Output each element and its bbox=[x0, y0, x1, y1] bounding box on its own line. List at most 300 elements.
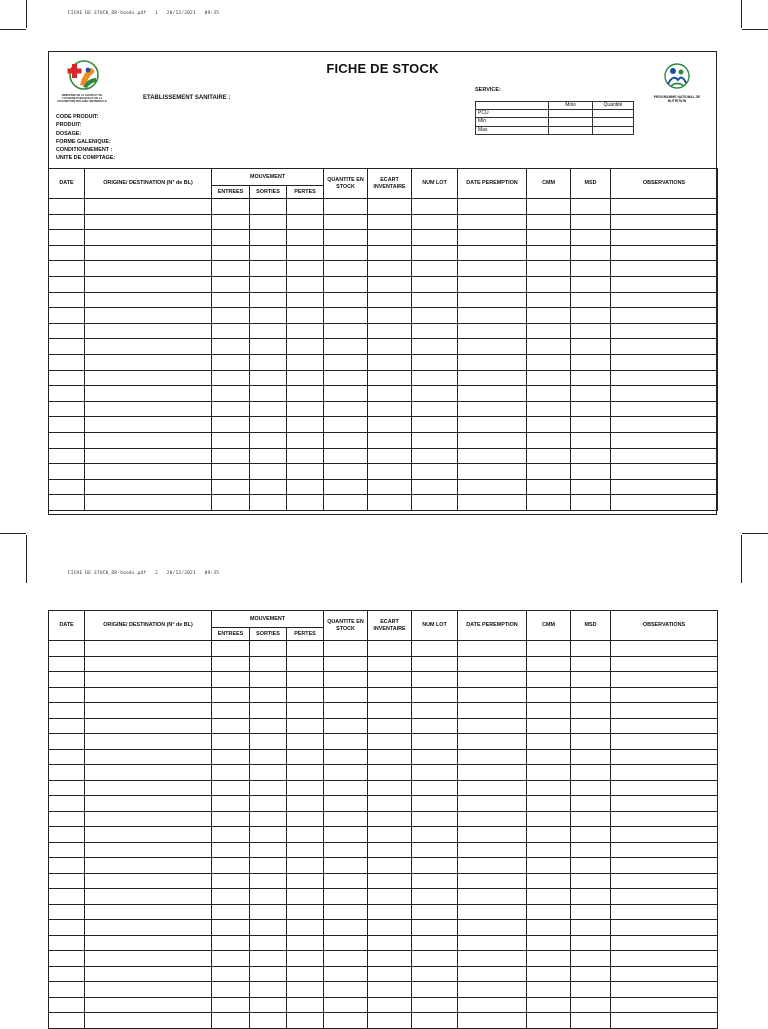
table-cell[interactable] bbox=[571, 780, 611, 796]
table-cell[interactable] bbox=[85, 858, 212, 874]
table-cell[interactable] bbox=[412, 230, 458, 246]
table-cell[interactable] bbox=[85, 935, 212, 951]
table-cell[interactable] bbox=[571, 656, 611, 672]
table-cell[interactable] bbox=[250, 935, 287, 951]
table-cell[interactable] bbox=[527, 386, 571, 402]
table-cell[interactable] bbox=[49, 276, 85, 292]
table-cell[interactable] bbox=[571, 951, 611, 967]
table-cell[interactable] bbox=[250, 780, 287, 796]
table-cell[interactable] bbox=[611, 641, 718, 657]
table-cell[interactable] bbox=[250, 464, 287, 480]
table-cell[interactable] bbox=[458, 827, 527, 843]
table-cell[interactable] bbox=[527, 734, 571, 750]
table-cell[interactable] bbox=[571, 703, 611, 719]
table-cell[interactable] bbox=[49, 982, 85, 998]
table-cell[interactable] bbox=[212, 703, 250, 719]
table-cell[interactable] bbox=[458, 641, 527, 657]
table-cell[interactable] bbox=[212, 966, 250, 982]
table-cell[interactable] bbox=[287, 765, 324, 781]
table-cell[interactable] bbox=[287, 1013, 324, 1029]
table-cell[interactable] bbox=[527, 214, 571, 230]
table-cell[interactable] bbox=[85, 718, 212, 734]
table-cell[interactable] bbox=[324, 261, 368, 277]
table-cell[interactable] bbox=[527, 656, 571, 672]
table-cell[interactable] bbox=[287, 339, 324, 355]
table-cell[interactable] bbox=[287, 935, 324, 951]
table-cell[interactable] bbox=[287, 780, 324, 796]
table-cell[interactable] bbox=[611, 997, 718, 1013]
table-cell[interactable] bbox=[287, 904, 324, 920]
table-cell[interactable] bbox=[571, 276, 611, 292]
table-cell[interactable] bbox=[368, 199, 412, 215]
table-cell[interactable] bbox=[368, 765, 412, 781]
table-cell[interactable] bbox=[324, 656, 368, 672]
table-cell[interactable] bbox=[412, 982, 458, 998]
table-cell[interactable] bbox=[324, 432, 368, 448]
table-cell[interactable] bbox=[287, 672, 324, 688]
table-cell[interactable] bbox=[287, 796, 324, 812]
table-cell[interactable] bbox=[250, 966, 287, 982]
table-cell[interactable] bbox=[611, 842, 718, 858]
table-cell[interactable] bbox=[85, 339, 212, 355]
table-cell[interactable] bbox=[324, 386, 368, 402]
table-cell[interactable] bbox=[287, 386, 324, 402]
table-cell[interactable] bbox=[571, 718, 611, 734]
table-cell[interactable] bbox=[611, 780, 718, 796]
table-cell[interactable] bbox=[571, 261, 611, 277]
table-cell[interactable] bbox=[611, 749, 718, 765]
table-cell[interactable] bbox=[412, 308, 458, 324]
table-cell[interactable] bbox=[527, 417, 571, 433]
table-cell[interactable] bbox=[49, 199, 85, 215]
table-cell[interactable] bbox=[571, 245, 611, 261]
table-cell[interactable] bbox=[324, 920, 368, 936]
table-cell[interactable] bbox=[250, 904, 287, 920]
table-cell[interactable] bbox=[250, 672, 287, 688]
table-cell[interactable] bbox=[85, 997, 212, 1013]
table-cell[interactable] bbox=[49, 873, 85, 889]
table-cell[interactable] bbox=[324, 765, 368, 781]
table-cell[interactable] bbox=[324, 718, 368, 734]
table-cell[interactable] bbox=[527, 780, 571, 796]
table-cell[interactable] bbox=[571, 827, 611, 843]
table-cell[interactable] bbox=[412, 749, 458, 765]
table-cell[interactable] bbox=[287, 811, 324, 827]
table-cell[interactable] bbox=[49, 966, 85, 982]
table-cell[interactable] bbox=[412, 718, 458, 734]
table-cell[interactable] bbox=[412, 495, 458, 511]
table-cell[interactable] bbox=[527, 997, 571, 1013]
table-cell[interactable] bbox=[571, 417, 611, 433]
table-cell[interactable] bbox=[412, 889, 458, 905]
table-cell[interactable] bbox=[571, 230, 611, 246]
table-cell[interactable] bbox=[250, 734, 287, 750]
table-cell[interactable] bbox=[527, 448, 571, 464]
table-cell[interactable] bbox=[212, 199, 250, 215]
table-cell[interactable] bbox=[571, 858, 611, 874]
table-cell[interactable] bbox=[458, 479, 527, 495]
table-cell[interactable] bbox=[287, 245, 324, 261]
table-cell[interactable] bbox=[250, 982, 287, 998]
table-cell[interactable] bbox=[85, 904, 212, 920]
table-cell[interactable] bbox=[571, 641, 611, 657]
table-cell[interactable] bbox=[527, 323, 571, 339]
table-cell[interactable] bbox=[527, 951, 571, 967]
table-cell[interactable] bbox=[287, 966, 324, 982]
table-cell[interactable] bbox=[49, 641, 85, 657]
table-cell[interactable] bbox=[458, 276, 527, 292]
table-cell[interactable] bbox=[85, 261, 212, 277]
table-cell[interactable] bbox=[412, 656, 458, 672]
table-cell[interactable] bbox=[287, 292, 324, 308]
table-cell[interactable] bbox=[458, 401, 527, 417]
table-cell[interactable] bbox=[287, 749, 324, 765]
table-cell[interactable] bbox=[85, 796, 212, 812]
table-cell[interactable] bbox=[527, 401, 571, 417]
table-cell[interactable] bbox=[611, 672, 718, 688]
table-cell[interactable] bbox=[85, 308, 212, 324]
table-cell[interactable] bbox=[611, 889, 718, 905]
table-cell[interactable] bbox=[49, 479, 85, 495]
table-cell[interactable] bbox=[571, 842, 611, 858]
table-cell[interactable] bbox=[324, 842, 368, 858]
table-cell[interactable] bbox=[212, 827, 250, 843]
table-cell[interactable] bbox=[458, 997, 527, 1013]
table-cell[interactable] bbox=[49, 811, 85, 827]
table-cell[interactable] bbox=[287, 354, 324, 370]
table-cell[interactable] bbox=[571, 308, 611, 324]
table-cell[interactable] bbox=[571, 765, 611, 781]
table-cell[interactable] bbox=[287, 432, 324, 448]
table-cell[interactable] bbox=[287, 417, 324, 433]
table-cell[interactable] bbox=[212, 718, 250, 734]
table-cell[interactable] bbox=[527, 687, 571, 703]
table-cell[interactable] bbox=[212, 292, 250, 308]
table-cell[interactable] bbox=[212, 842, 250, 858]
table-cell[interactable] bbox=[527, 230, 571, 246]
table-cell[interactable] bbox=[368, 448, 412, 464]
table-cell[interactable] bbox=[458, 904, 527, 920]
table-cell[interactable] bbox=[212, 889, 250, 905]
table-cell[interactable] bbox=[611, 951, 718, 967]
table-cell[interactable] bbox=[287, 734, 324, 750]
table-cell[interactable] bbox=[458, 261, 527, 277]
table-cell[interactable] bbox=[287, 842, 324, 858]
table-cell[interactable] bbox=[527, 495, 571, 511]
table-cell[interactable] bbox=[611, 1013, 718, 1029]
table-cell[interactable] bbox=[368, 417, 412, 433]
table-cell[interactable] bbox=[412, 858, 458, 874]
table-cell[interactable] bbox=[368, 827, 412, 843]
table-cell[interactable] bbox=[85, 951, 212, 967]
table-cell[interactable] bbox=[571, 672, 611, 688]
table-cell[interactable] bbox=[287, 858, 324, 874]
table-cell[interactable] bbox=[611, 230, 718, 246]
table-cell[interactable] bbox=[368, 495, 412, 511]
table-cell[interactable] bbox=[324, 417, 368, 433]
table-cell[interactable] bbox=[250, 386, 287, 402]
table-cell[interactable] bbox=[49, 858, 85, 874]
table-cell[interactable] bbox=[49, 339, 85, 355]
table-cell[interactable] bbox=[49, 656, 85, 672]
table-cell[interactable] bbox=[250, 641, 287, 657]
table-cell[interactable] bbox=[287, 641, 324, 657]
table-cell[interactable] bbox=[571, 386, 611, 402]
table-cell[interactable] bbox=[611, 464, 718, 480]
table-cell[interactable] bbox=[250, 339, 287, 355]
table-cell[interactable] bbox=[571, 401, 611, 417]
table-cell[interactable] bbox=[458, 951, 527, 967]
table-cell[interactable] bbox=[250, 432, 287, 448]
table-cell[interactable] bbox=[324, 323, 368, 339]
table-cell[interactable] bbox=[527, 339, 571, 355]
table-cell[interactable] bbox=[527, 749, 571, 765]
table-cell[interactable] bbox=[250, 308, 287, 324]
table-cell[interactable] bbox=[212, 323, 250, 339]
table-cell[interactable] bbox=[412, 432, 458, 448]
table-cell[interactable] bbox=[212, 339, 250, 355]
table-cell[interactable] bbox=[368, 432, 412, 448]
table-cell[interactable] bbox=[368, 858, 412, 874]
table-cell[interactable] bbox=[212, 780, 250, 796]
table-cell[interactable] bbox=[571, 214, 611, 230]
table-cell[interactable] bbox=[611, 276, 718, 292]
table-cell[interactable] bbox=[250, 479, 287, 495]
table-cell[interactable] bbox=[571, 370, 611, 386]
table-cell[interactable] bbox=[324, 370, 368, 386]
table-cell[interactable] bbox=[571, 464, 611, 480]
table-cell[interactable] bbox=[412, 386, 458, 402]
table-cell[interactable] bbox=[85, 966, 212, 982]
table-cell[interactable] bbox=[85, 417, 212, 433]
table-cell[interactable] bbox=[212, 796, 250, 812]
table-cell[interactable] bbox=[250, 276, 287, 292]
table-cell[interactable] bbox=[324, 479, 368, 495]
table-cell[interactable] bbox=[287, 276, 324, 292]
table-cell[interactable] bbox=[412, 261, 458, 277]
table-cell[interactable] bbox=[287, 308, 324, 324]
table-cell[interactable] bbox=[527, 935, 571, 951]
table-cell[interactable] bbox=[571, 796, 611, 812]
table-cell[interactable] bbox=[458, 935, 527, 951]
table-cell[interactable] bbox=[49, 842, 85, 858]
table-cell[interactable] bbox=[212, 749, 250, 765]
table-cell[interactable] bbox=[287, 982, 324, 998]
table-cell[interactable] bbox=[250, 873, 287, 889]
table-cell[interactable] bbox=[85, 432, 212, 448]
table-cell[interactable] bbox=[368, 641, 412, 657]
table-cell[interactable] bbox=[324, 951, 368, 967]
table-cell[interactable] bbox=[611, 479, 718, 495]
table-cell[interactable] bbox=[212, 417, 250, 433]
table-cell[interactable] bbox=[250, 718, 287, 734]
table-cell[interactable] bbox=[49, 749, 85, 765]
table-cell[interactable] bbox=[368, 386, 412, 402]
table-cell[interactable] bbox=[49, 370, 85, 386]
table-cell[interactable] bbox=[324, 199, 368, 215]
table-cell[interactable] bbox=[571, 873, 611, 889]
table-cell[interactable] bbox=[412, 811, 458, 827]
table-cell[interactable] bbox=[287, 464, 324, 480]
table-cell[interactable] bbox=[250, 245, 287, 261]
table-cell[interactable] bbox=[85, 920, 212, 936]
table-cell[interactable] bbox=[527, 245, 571, 261]
table-cell[interactable] bbox=[458, 796, 527, 812]
table-cell[interactable] bbox=[458, 339, 527, 355]
table-cell[interactable] bbox=[611, 308, 718, 324]
table-cell[interactable] bbox=[571, 432, 611, 448]
table-cell[interactable] bbox=[324, 230, 368, 246]
table-cell[interactable] bbox=[527, 904, 571, 920]
table-cell[interactable] bbox=[85, 734, 212, 750]
table-cell[interactable] bbox=[287, 261, 324, 277]
table-cell[interactable] bbox=[368, 308, 412, 324]
table-cell[interactable] bbox=[250, 842, 287, 858]
table-cell[interactable] bbox=[611, 261, 718, 277]
table-cell[interactable] bbox=[85, 354, 212, 370]
table-cell[interactable] bbox=[368, 997, 412, 1013]
table-cell[interactable] bbox=[571, 448, 611, 464]
table-cell[interactable] bbox=[324, 982, 368, 998]
table-cell[interactable] bbox=[458, 386, 527, 402]
table-cell[interactable] bbox=[458, 214, 527, 230]
table-cell[interactable] bbox=[49, 703, 85, 719]
table-cell[interactable] bbox=[287, 370, 324, 386]
table-cell[interactable] bbox=[85, 495, 212, 511]
table-cell[interactable] bbox=[250, 199, 287, 215]
table-cell[interactable] bbox=[287, 214, 324, 230]
mini-table-cell[interactable] bbox=[593, 118, 634, 126]
table-cell[interactable] bbox=[368, 749, 412, 765]
table-cell[interactable] bbox=[212, 734, 250, 750]
table-cell[interactable] bbox=[212, 811, 250, 827]
table-cell[interactable] bbox=[368, 935, 412, 951]
table-cell[interactable] bbox=[250, 1013, 287, 1029]
table-cell[interactable] bbox=[611, 873, 718, 889]
table-cell[interactable] bbox=[458, 703, 527, 719]
table-cell[interactable] bbox=[412, 703, 458, 719]
table-cell[interactable] bbox=[368, 1013, 412, 1029]
table-cell[interactable] bbox=[527, 432, 571, 448]
table-cell[interactable] bbox=[324, 276, 368, 292]
table-cell[interactable] bbox=[368, 292, 412, 308]
table-cell[interactable] bbox=[250, 796, 287, 812]
table-cell[interactable] bbox=[458, 464, 527, 480]
table-cell[interactable] bbox=[49, 214, 85, 230]
table-cell[interactable] bbox=[324, 780, 368, 796]
table-cell[interactable] bbox=[212, 687, 250, 703]
table-cell[interactable] bbox=[611, 245, 718, 261]
table-cell[interactable] bbox=[527, 292, 571, 308]
table-cell[interactable] bbox=[611, 765, 718, 781]
table-cell[interactable] bbox=[49, 464, 85, 480]
table-cell[interactable] bbox=[611, 354, 718, 370]
table-cell[interactable] bbox=[527, 479, 571, 495]
table-cell[interactable] bbox=[49, 904, 85, 920]
table-cell[interactable] bbox=[368, 672, 412, 688]
table-cell[interactable] bbox=[324, 966, 368, 982]
table-cell[interactable] bbox=[412, 780, 458, 796]
table-cell[interactable] bbox=[571, 199, 611, 215]
table-cell[interactable] bbox=[571, 292, 611, 308]
table-cell[interactable] bbox=[458, 734, 527, 750]
table-cell[interactable] bbox=[412, 276, 458, 292]
table-cell[interactable] bbox=[458, 432, 527, 448]
table-cell[interactable] bbox=[412, 354, 458, 370]
table-cell[interactable] bbox=[49, 245, 85, 261]
table-cell[interactable] bbox=[412, 765, 458, 781]
table-cell[interactable] bbox=[611, 858, 718, 874]
table-cell[interactable] bbox=[527, 765, 571, 781]
table-cell[interactable] bbox=[250, 214, 287, 230]
table-cell[interactable] bbox=[412, 997, 458, 1013]
table-cell[interactable] bbox=[458, 308, 527, 324]
table-cell[interactable] bbox=[49, 765, 85, 781]
table-cell[interactable] bbox=[49, 687, 85, 703]
table-cell[interactable] bbox=[368, 811, 412, 827]
table-cell[interactable] bbox=[85, 230, 212, 246]
table-cell[interactable] bbox=[49, 796, 85, 812]
table-cell[interactable] bbox=[458, 749, 527, 765]
table-cell[interactable] bbox=[287, 873, 324, 889]
table-cell[interactable] bbox=[412, 935, 458, 951]
table-cell[interactable] bbox=[611, 292, 718, 308]
table-cell[interactable] bbox=[368, 339, 412, 355]
table-cell[interactable] bbox=[324, 495, 368, 511]
table-cell[interactable] bbox=[49, 951, 85, 967]
table-cell[interactable] bbox=[85, 448, 212, 464]
table-cell[interactable] bbox=[527, 842, 571, 858]
table-cell[interactable] bbox=[412, 966, 458, 982]
table-cell[interactable] bbox=[212, 641, 250, 657]
table-cell[interactable] bbox=[571, 889, 611, 905]
table-cell[interactable] bbox=[324, 904, 368, 920]
table-cell[interactable] bbox=[611, 199, 718, 215]
table-cell[interactable] bbox=[49, 308, 85, 324]
table-cell[interactable] bbox=[85, 873, 212, 889]
table-cell[interactable] bbox=[250, 765, 287, 781]
table-cell[interactable] bbox=[49, 323, 85, 339]
table-cell[interactable] bbox=[611, 935, 718, 951]
table-cell[interactable] bbox=[85, 276, 212, 292]
table-cell[interactable] bbox=[368, 966, 412, 982]
table-cell[interactable] bbox=[527, 464, 571, 480]
table-cell[interactable] bbox=[368, 842, 412, 858]
table-cell[interactable] bbox=[412, 401, 458, 417]
table-cell[interactable] bbox=[85, 323, 212, 339]
table-cell[interactable] bbox=[368, 873, 412, 889]
table-cell[interactable] bbox=[527, 1013, 571, 1029]
table-cell[interactable] bbox=[412, 796, 458, 812]
table-cell[interactable] bbox=[571, 966, 611, 982]
table-cell[interactable] bbox=[324, 339, 368, 355]
table-cell[interactable] bbox=[527, 920, 571, 936]
table-cell[interactable] bbox=[250, 920, 287, 936]
table-cell[interactable] bbox=[611, 386, 718, 402]
mini-table-cell[interactable] bbox=[549, 126, 593, 134]
table-cell[interactable] bbox=[458, 982, 527, 998]
table-cell[interactable] bbox=[250, 951, 287, 967]
table-cell[interactable] bbox=[250, 401, 287, 417]
table-cell[interactable] bbox=[85, 749, 212, 765]
table-cell[interactable] bbox=[287, 323, 324, 339]
table-cell[interactable] bbox=[49, 292, 85, 308]
table-cell[interactable] bbox=[458, 448, 527, 464]
table-cell[interactable] bbox=[527, 276, 571, 292]
table-cell[interactable] bbox=[49, 718, 85, 734]
table-cell[interactable] bbox=[324, 858, 368, 874]
mini-table-cell[interactable] bbox=[593, 126, 634, 134]
